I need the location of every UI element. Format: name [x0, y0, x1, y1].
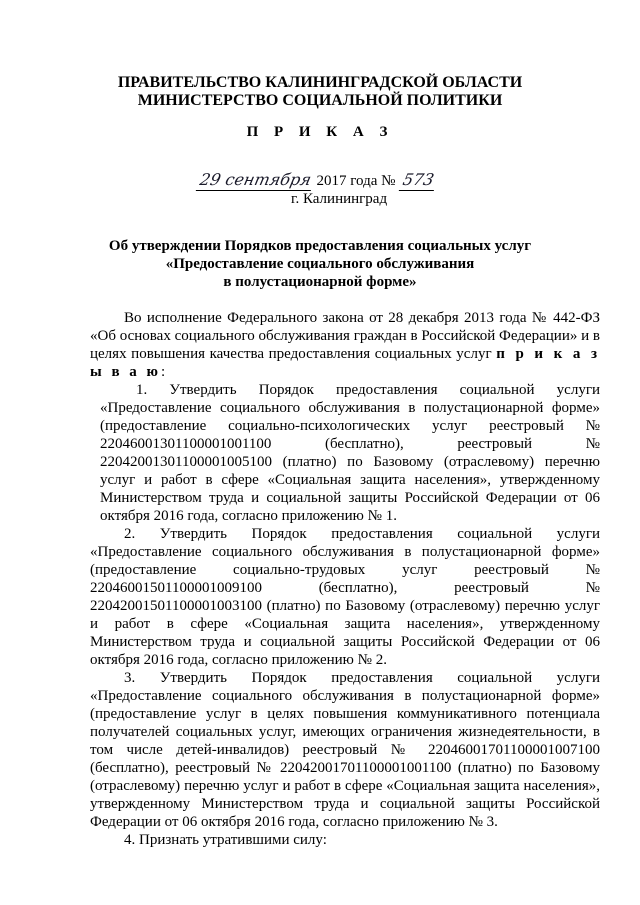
government-heading: ПРАВИТЕЛЬСТВО КАЛИНИНГРАДСКОЙ ОБЛАСТИ: [117, 74, 523, 91]
item-1: 1. Утвердить Порядок предоставления социальной услуги «Предоставление социального обслуживания в полустационарной форме» (предоставление социально-психологических услуг реестровый № 22046001301100001001100 (бесплатно), реестровый № 22042001301100001005100 (платно) по Базовому (отраслевому) перечню услуг и работ в сфере «Социальная защита населения», утвержденному Министерством труда и социальной защиты Российской Федерации от 06 октября 2016 года, согласно приложению № 1.: [100, 382, 600, 524]
item-4: 4. Признать утратившими силу:: [124, 832, 327, 848]
title-line-2: «Предоставление социального обслуживания: [165, 256, 475, 272]
order-command: п р и к а з ы в а ю: [90, 346, 600, 380]
preamble-text: Во исполнение Федерального закона от 28 декабря 2013 года № 442-ФЗ «Об основах социального обслуживания граждан в Российской Федерации» и в целях повышения качества предоставления социальных услуг: [90, 310, 600, 362]
item-3: 3. Утвердить Порядок предоставления социальной услуги «Предоставление социального обслуживания в полустационарной форме» (предоставление услуг в целях повышения коммуникативного потенциала получателей социальных услуг, имеющих ограничения жизнедеятельности, в том числе детей-инвалидов) реестровый № 22046001701100001007100 (бесплатно), реестровый № 22042001701100001001100 (платно) по Базовому (отраслевому) перечню услуг и работ в сфере «Социальная защита населения», утвержденному Министерством труда и социальной защиты Российской Федерации от 06 октября 2016 года, согласно приложению № 3.: [90, 670, 600, 830]
date-line: [198, 170, 436, 191]
order-command-colon: :: [161, 364, 166, 380]
preamble-paragraph: [90, 309, 600, 381]
ministry-heading: МИНИСТЕРСТВО СОЦИАЛЬНОЙ ПОЛИТИКИ: [137, 92, 503, 109]
year-text: 2017 года №: [316, 173, 396, 189]
handwritten-date: 29 сентября: [196, 170, 315, 191]
title-line-3: в полустационарной форме»: [223, 274, 417, 290]
city: г. Калининград: [291, 191, 388, 207]
title-line-1: Об утверждении Порядков предоставления социальных услуг: [108, 238, 532, 254]
handwritten-number: 573: [399, 170, 438, 191]
document-type-heading: П Р И К А З: [246, 124, 394, 140]
document-body: [90, 309, 600, 849]
item-2: 2. Утвердить Порядок предоставления социальной услуги «Предоставление социального обслуживания в полустационарной форме» (предоставление социально-трудовых услуг реестровый № 22046001501100001009100 (бесплатно), реестровый № 22042001501100001003100 (платно) по Базовому (отраслевому) перечню услуг и работ в сфере «Социальная защита населения», утвержденному Министерством труда и социальной защиты Российской Федерации от 06 октября 2016 года, согласно приложению № 2.: [90, 526, 600, 668]
